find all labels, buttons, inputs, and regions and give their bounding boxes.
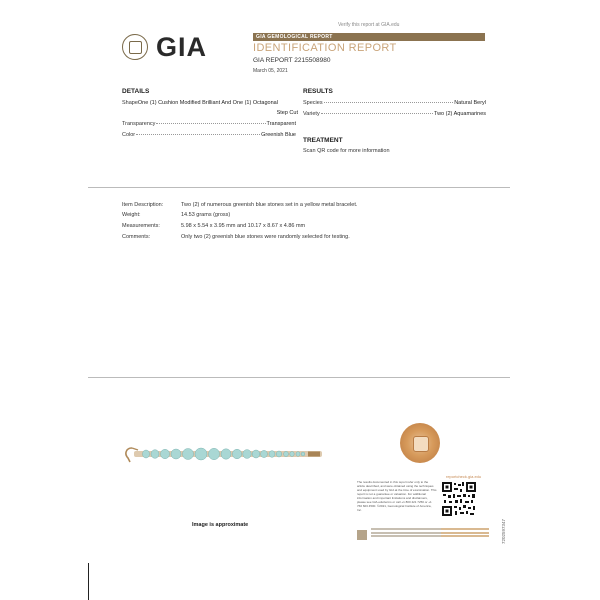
vertical-code [499, 478, 509, 544]
gia-logo: GIA [156, 32, 208, 62]
shape-value: One (1) Cushion Modified Brilliant And One (1) Octagonal [137, 100, 278, 106]
leader-dots [136, 134, 260, 135]
details-heading: DETAILS [122, 88, 150, 95]
measurements-label: Measurements: [122, 223, 160, 229]
divider-bottom [88, 377, 510, 378]
leader-dots [156, 123, 265, 124]
variety-value: Two (2) Aquamarines [434, 111, 486, 117]
measurements-value: 5.98 x 5.54 x 3.95 mm and 10.17 x 8.67 x 4.86 mm [181, 223, 306, 229]
vertical-code-text: 7202597347 [501, 518, 506, 544]
species-row [303, 100, 486, 106]
gia-sun-seal-icon [400, 423, 440, 463]
edge-line [88, 563, 89, 600]
treatment-heading: TREATMENT [303, 137, 343, 144]
disclaimer-text: The results documented in this report refer only to the article described, and were obtained using the techniques and equipment used by GIA at the time of examination. This report is not a guarantee or valuation. For additional information and important limitations and disclaimers, please see GIA.edu/terms or call +1 800 421 7250 or +1 760 603 4500. ©2021, Gemological Institute of America, Inc. [357, 480, 437, 512]
species-value: Natural Beryl [454, 100, 486, 106]
variety-row [303, 111, 486, 117]
item-description-label: Item Description: [122, 202, 164, 208]
weight-value: 14.53 grams (gross) [181, 212, 231, 218]
shape-value-cont: Step Cut [276, 110, 298, 116]
treatment-text: Scan QR code for more information [303, 148, 390, 154]
color-value: Greenish Blue [261, 132, 296, 138]
item-description-value: Two (2) of numerous greenish blue stones set in a yellow metal bracelet. [181, 202, 358, 208]
species-label: Species [303, 100, 323, 106]
color-label: Color [122, 132, 136, 138]
shape-row-cont [122, 110, 298, 116]
shape-row [122, 100, 298, 106]
transparency-value: Transparent [266, 121, 296, 127]
shape-label: Shape [122, 100, 138, 106]
report-number: GIA REPORT 2215508980 [253, 57, 331, 64]
gia-seal-icon [122, 34, 148, 60]
security-lock-icon [357, 530, 367, 540]
description-block [122, 202, 422, 252]
report-type-label: GIA GEMOLOGICAL REPORT [256, 34, 333, 40]
results-heading: RESULTS [303, 88, 333, 95]
image-caption: Image is approximate [192, 522, 249, 528]
comments-label: Comments: [122, 234, 151, 240]
color-row [122, 132, 296, 138]
bracelet-image [122, 442, 322, 468]
qr-label: reportcheck.gia.edu [446, 474, 482, 479]
report-title: IDENTIFICATION REPORT [253, 42, 397, 54]
security-strip-gold [441, 528, 489, 540]
qr-code-icon[interactable] [441, 481, 477, 517]
report-date: March 05, 2021 [253, 68, 288, 74]
report-type-bar [253, 33, 485, 41]
weight-label: Weight: [122, 212, 141, 218]
divider-top [88, 187, 510, 188]
comments-value: Only two (2) greenish blue stones were randomly selected for testing. [181, 234, 350, 240]
leader-dots [321, 113, 433, 114]
verify-link[interactable]: Verify this report at GIA.edu [338, 22, 400, 28]
transparency-label: Transparency [122, 121, 156, 127]
leader-dots [324, 102, 454, 103]
variety-label: Variety [303, 111, 320, 117]
transparency-row [122, 121, 296, 127]
